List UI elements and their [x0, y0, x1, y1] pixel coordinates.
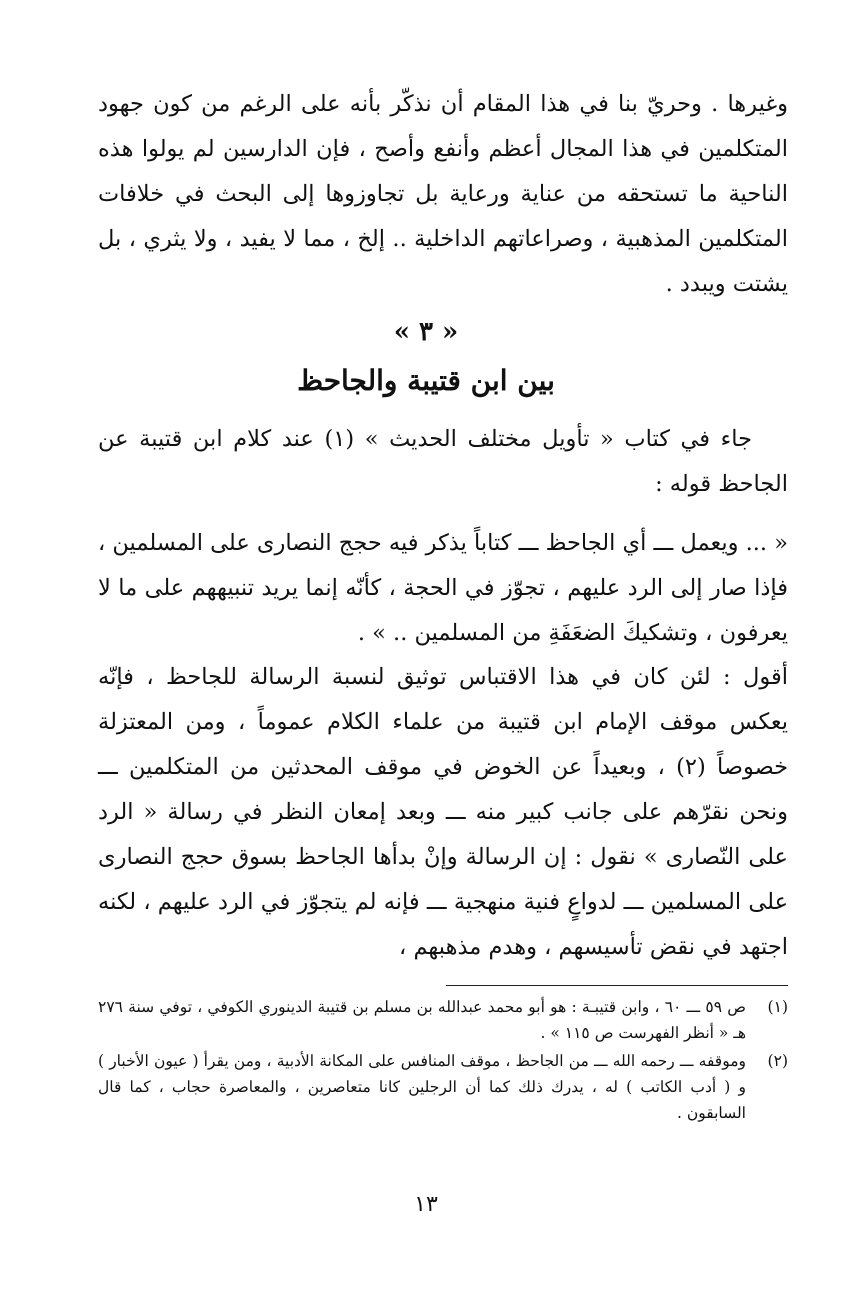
page-number: ١٣ [414, 1192, 438, 1217]
section-number: « ٣ » [393, 317, 459, 347]
footnote-marker: (٢) [767, 1052, 788, 1070]
footnote-1 [98, 994, 788, 1046]
footnote-marker: (١) [767, 998, 788, 1016]
body-paragraph-1-text: جاء في كتاب « تأويل مختلف الحديث » (١) عند كلام ابن قتيبة عن الجاحظ قوله : [98, 426, 788, 497]
footnote-2 [98, 1048, 788, 1126]
section-title: بين ابن قتيبة والجاحظ [297, 364, 555, 397]
footnotes [98, 994, 788, 1128]
footnote-text: وموقفه ـــ رحمه الله ـــ من الجاحظ ، موقف المنافس على المكانة الأدبية ، ومن يقرأ ( عيون الأخبار ) و ( أدب الكاتب ) له ، يدرك ذلك كما أن الرجلين كانا متعاصرين ، والمعاصرة حجاب ، كما قال السابقون . [98, 1052, 746, 1122]
footnote-text: ص ٥٩ ـــ ٦٠ ، وابن قتيبـة : هو أبو محمد عبدالله بن مسلم بن قتيبة الدينوري الكوفي ، توفي سنة ٢٧٦ هـ « أنظر الفهرست ص ١١٥ » . [98, 998, 746, 1042]
body-paragraph-2: أقول : لئن كان في هذا الاقتباس توثيق لنسبة الرسالة للجاحظ ، فإنّه يعكس موقف الإمام ابن قتيبة من علماء الكلام عموماً ، ومن المعتزلة خصوصاً (٢) ، وبعيداً عن الخوض في موقف المحدثين من المتكلمين ـــ ونحن نقرّهم على جانب كبير منه ـــ وبعد إمعان النظر في رسالة « الرد على النّصارى » نقول : إن الرسالة وإنْ بدأها الجاحظ بسوق حجج النصارى على المسلمين ـــ لدواعٍ فنية منهجية ـــ فإنه لم يتجوّز في الرد عليهم ، لكنه اجتهد في نقض تأسيسهم ، وهدم مذهبهم ، [98, 664, 788, 960]
footnote-separator [446, 985, 788, 986]
quoted-passage: « ... ويعمل ـــ أي الجاحظ ـــ كتاباً يذكر فيه حجج النصارى على المسلمين ، فإذا صار إلى الرد عليهم ، تجوّز في الحجة ، كأنّه إنما يريد تنبيههم على ما لا يعرفون ، وتشكيكَ الضعَفَةِ من المسلمين .. » . [98, 530, 788, 646]
body-paragraph-1 [98, 417, 788, 507]
intro-paragraph: وغيرها . وحريّ بنا في هذا المقام أن نذكّر بأنه على الرغم من كون جهود المتكلمين في هذا المجال أعظم وأنفع وأصح ، فإن الدارسين لم يولوا هذه الناحية ما تستحقه من عناية ورعاية بل تجاوزوها إلى البحث في خلافات المتكلمين المذهبية ، وصراعاتهم الداخلية .. إلخ ، مما لا يفيد ، ولا يثري ، بل يشتت ويبدد . [98, 91, 788, 297]
